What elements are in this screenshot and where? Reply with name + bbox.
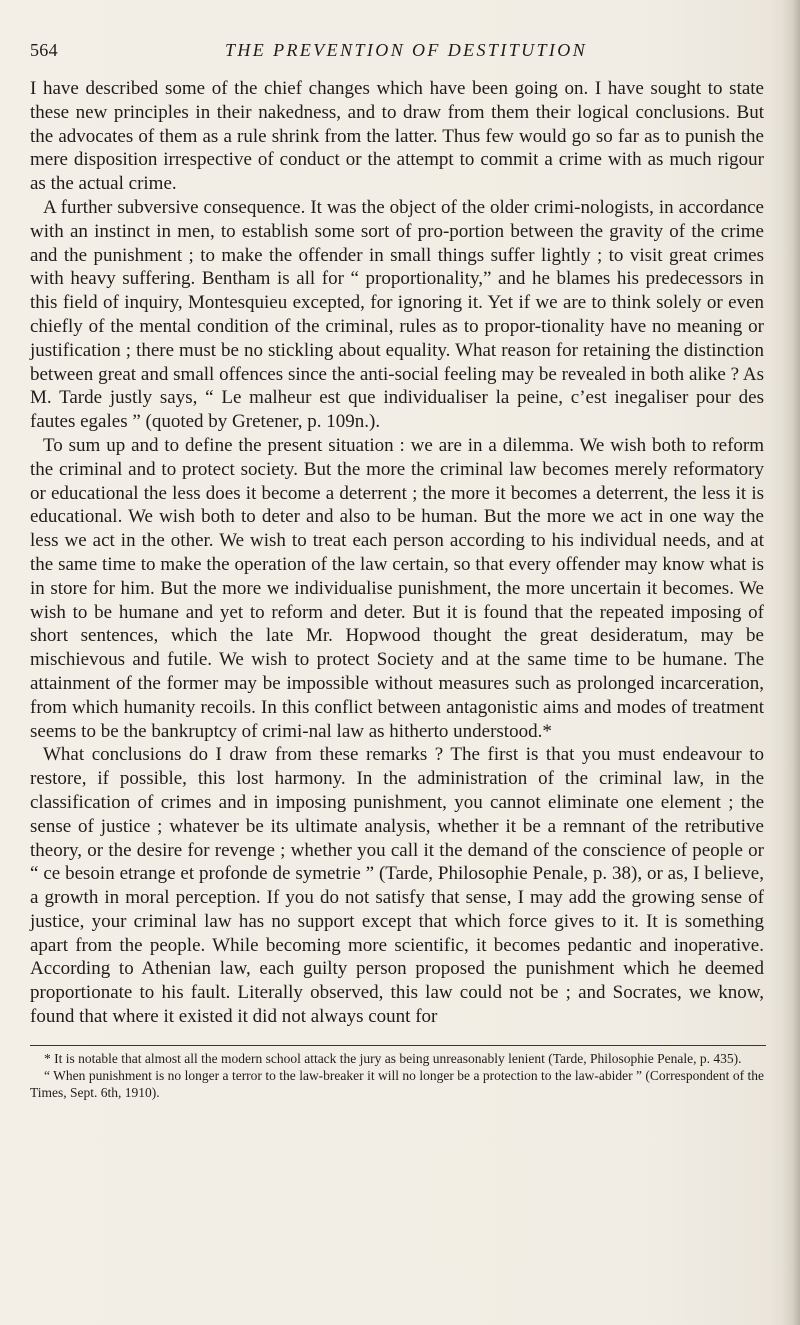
footnote: * It is notable that almost all the modern school attack the jury as being unreasonably lenient (Tarde, Philosophie Penale, p. 435). [44,1051,742,1066]
running-title: THE PREVENTION OF DESTITUTION [225,40,588,60]
page-header [30,40,770,68]
paragraph: What conclusions do I draw from these remarks ? The first is that you must endeavour to restore, if possible, this lost harmony. In the administration of the criminal law, in the classification of crimes and in imposing punishment, you cannot eliminate one element ; the sense of justice ; whatever be its ultimate analysis, whether it be a remnant of the retributive theory, or the desire for revenge ; whether you call it the demand of the conscience of people or “ ce besoin etrange et profonde de symetrie ” (Tarde, Philosophie Penale, p. 38), or as, I believe, a growth in moral perception. If you do not satisfy that sense, I may add the growing sense of justice, your criminal law has no support except that which force gives to it. It is something apart from the people. While becoming more scientific, it becomes pedantic and inoperative. According to Athenian law, each guilty person proposed the punishment which he deemed proportionate to his fault. Literally observed, this law could not be ; and Socrates, we know, found that where it existed it did not always count for [30,744,764,1028]
body-text [30,77,764,1029]
paragraph: To sum up and to define the present situation : we are in a dilemma. We wish both to reform the criminal and to protect society. But the more the criminal law becomes merely reformatory or educational the less does it become a deterrent ; the more it becomes a deterrent, the less it is educational. We wish both to deter and also to be human. But the more we act in one way the less we act in the other. We wish to treat each person according to his individual needs, and at the same time to make the operation of the law certain, so that every offender may know what is in store for him. But the more we individualise punishment, the more uncertain it becomes. We wish to be humane and yet to reform and deter. But it is found that the repeated imposing of short sentences, which the late Mr. Hopwood thought the great desideratum, may be mischievous and futile. We wish to protect Society and at the same time to be humane. The attainment of the former may be impossible without measures such as prolonged incarceration, from which humanity recoils. In this conflict between antagonistic aims and modes of treatment seems to be the bankruptcy of crimi-nal law as hitherto understood.* [30,434,764,742]
page-edge-shadow [782,0,800,1325]
page-number: 564 [30,40,58,60]
footnote: “ When punishment is no longer a terror to the law-breaker it will no longer be a protection to the law-abider ” (Correspondent of the Times, Sept. 6th, 1910). [30,1068,764,1100]
footnotes [30,1050,764,1101]
paragraph: I have described some of the chief changes which have been going on. I have sought to state these new principles in their nakedness, and to draw from them their logical conclusions. But the advocates of them as a rule shrink from the latter. Thus few would go so far as to punish the mere disposition irrespective of conduct or the attempt to commit a crime with as much rigour as the actual crime. [30,78,764,195]
paragraph: A further subversive consequence. It was the object of the older crimi-nologists, in accordance with an instinct in men, to establish some sort of pro-portion between the gravity of the crime and the punishment ; to make the offender in small things suffer lightly ; to visit great crimes with heavy suffering. Bentham is all for “ proportionality,” and he blames his predecessors in this field of inquiry, Montesquieu excepted, for ignoring it. Yet if we are to think solely or even chiefly of the mental condition of the criminal, rules as to propor-tionality have no meaning or justification ; there must be no stickling about equality. What reason for retaining the distinction between great and small offences since the anti-social feeling may be revealed in both alike ? As M. Tarde justly says, “ Le malheur est que individualiser la peine, c’est inegaliser pour des fautes egales ” (quoted by Gretener, p. 109n.). [30,196,764,433]
footnote-divider [30,1045,766,1046]
